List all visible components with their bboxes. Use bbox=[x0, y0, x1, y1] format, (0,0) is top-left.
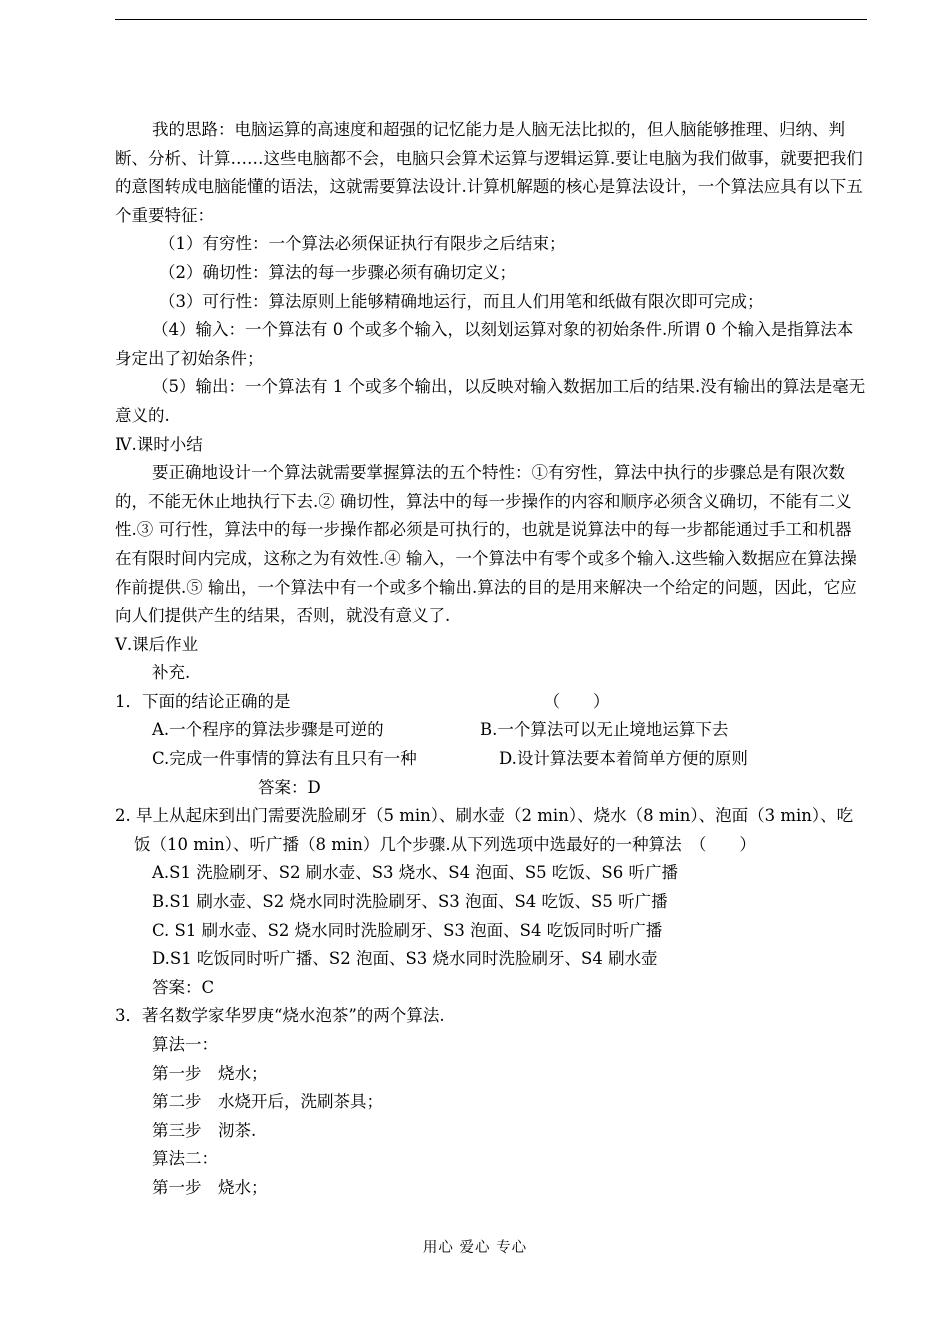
question-1-options-row-2 bbox=[115, 745, 867, 774]
algorithm-line: 算法二： bbox=[152, 1149, 218, 1169]
feature-3: （3）可行性：算法原则上能够精确地运行，而且人们用笔和纸做有限次即可完成； bbox=[159, 291, 764, 311]
question-2-option-c: C. S1 刷水壶、S2 烧水同时洗脸刷牙、S3 泡面、S4 吃饭同时听广播 bbox=[152, 920, 663, 940]
option-c: C.完成一件事情的算法有且只有一种 bbox=[152, 749, 417, 769]
question-3-stem: 3．著名数学家华罗庚“烧水泡茶”的两个算法. bbox=[115, 1006, 445, 1026]
question-1-stem bbox=[115, 688, 867, 717]
option-a: A.一个程序的算法步骤是可逆的 bbox=[152, 720, 384, 740]
question-1-answer: 答案：D bbox=[258, 777, 321, 797]
question-1-text: 1．下面的结论正确的是 bbox=[115, 691, 291, 711]
supplement-label: 补充. bbox=[152, 663, 191, 683]
header-rule bbox=[115, 19, 867, 20]
question-2-stem: 2. 早上从起床到出门需要洗脸刷牙（5 min）、刷水壶（2 min）、烧水（8 min）、泡面（3 min）、吃饭（10 min）、听广播（8 min）几个步骤.从下列选项中选最好的一种算法 （ ） bbox=[115, 806, 854, 854]
feature-1: （1）有穷性：一个算法必须保证执行有限步之后结束； bbox=[159, 234, 566, 254]
question-2-option-d: D.S1 吃饭同时听广播、S2 泡面、S3 烧水同时洗脸刷牙、S4 刷水壶 bbox=[152, 949, 658, 969]
document-body bbox=[115, 116, 867, 1203]
feature-5: （5）输出：一个算法有 1 个或多个输出，以反映对输入数据加工后的结果.没有输出的算法是毫无意义的. bbox=[115, 377, 866, 425]
question-1-options-row-1 bbox=[115, 716, 867, 745]
option-d: D.设计算法要本着简单方便的原则 bbox=[499, 749, 748, 769]
algorithm-line: 第二步 水烧开后，洗刷茶具； bbox=[152, 1092, 383, 1112]
algorithm-line: 第三步 沏茶. bbox=[152, 1120, 257, 1140]
algorithm-line: 算法一： bbox=[152, 1035, 218, 1054]
question-2-option-a: A.S1 洗脸刷牙、S2 刷水壶、S3 烧水、S4 泡面、S5 吃饭、S6 听广播 bbox=[152, 863, 678, 883]
question-2-answer: 答案：C bbox=[152, 977, 215, 997]
section-5-title: Ⅴ.课后作业 bbox=[115, 634, 199, 654]
section-4-title: Ⅳ.课时小结 bbox=[115, 434, 203, 454]
question-2-option-b: B.S1 刷水壶、S2 烧水同时洗脸刷牙、S3 泡面、S4 吃饭、S5 听广播 bbox=[152, 892, 668, 912]
option-b: B.一个算法可以无止境地运算下去 bbox=[480, 720, 729, 740]
page-footer: 用心 爱心 专心 bbox=[422, 1240, 528, 1256]
feature-4: （4）输入：一个算法有 0 个或多个输入，以刻划运算对象的初始条件.所谓 0 个输入是指算法本身定出了初始条件； bbox=[115, 320, 854, 368]
answer-paren: （ ） bbox=[543, 691, 610, 711]
thinking-paragraph: 我的思路：电脑运算的高速度和超强的记忆能力是人脑无法比拟的，但人脑能够推理、归纳、判断、分析、计算……这些电脑都不会，电脑只会算术运算与逻辑运算.要让电脑为我们做事，就要把我们的意图转成电脑能懂的语法，这就需要算法设计.计算机解题的核心是算法设计，一个算法应具有以下五个重要特征： bbox=[115, 120, 863, 225]
algorithm-line: 第一步 烧水； bbox=[152, 1177, 268, 1197]
section-4-summary: 要正确地设计一个算法就需要掌握算法的五个特性：①有穷性，算法中执行的步骤总是有限次数的，不能无休止地执行下去.② 确切性，算法中的每一步操作的内容和顺序必须含义确切，不能有二义性.③ 可行性，算法中的每一步操作都必须是可执行的，也就是说算法中的每一步都能通过手工和机器在有限时间内完成，这称之为有效性.④ 输入，一个算法中有零个或多个输入.这些输入数据应在算法操作前提供.⑤ 输出，一个算法中有一个或多个输出.算法的目的是用来解决一个给定的问题，因此，它应向人们提供产生的结果，否则，就没有意义了. bbox=[115, 463, 857, 626]
algorithm-line: 第一步 烧水； bbox=[152, 1063, 268, 1083]
feature-2: （2）确切性：算法的每一步骤必须有确切定义； bbox=[159, 262, 516, 282]
